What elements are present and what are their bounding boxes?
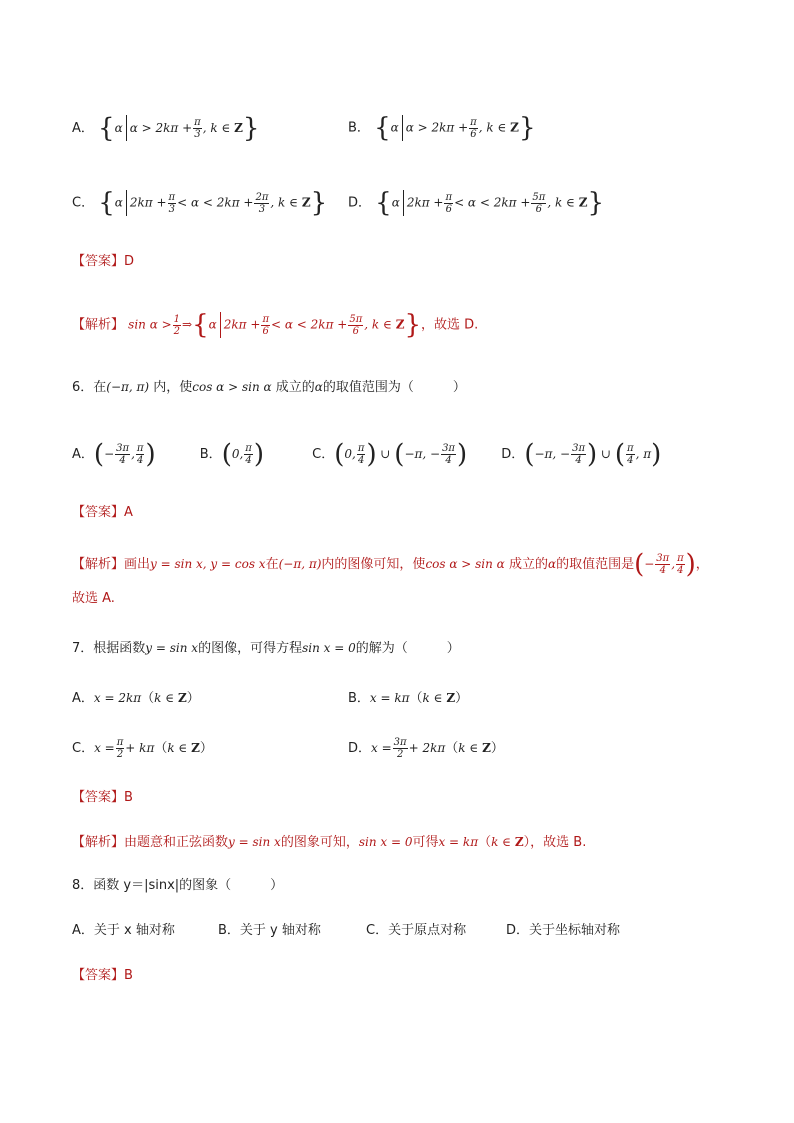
q7-option-b: B．x = kπ（k ∈ Z） (348, 691, 469, 706)
q6-option-a: A．(− $\frac{3\pi}{4}$ , $\frac{\pi}{4}$ ) (72, 439, 156, 470)
q6-option-b: B．(0, $\frac{\pi}{4}$ ) (199, 439, 265, 470)
q8-option-b: B．关于 y 轴对称 (218, 923, 321, 938)
q6-answer: 【答案】A (72, 505, 133, 520)
q7-analysis: 【解析】由题意和正弦函数y = sin x的图象可知，sin x = 0可得x = kπ（k ∈ Z），故选 B. (72, 835, 587, 850)
q6-stem: 6．在(−π, π) 内，使cos α > sin α 成立的α的取值范围为（ ） (72, 380, 466, 395)
q8-stem: 8．函数 y＝|sinx|的图象（ ） (72, 878, 284, 893)
q6-option-c: C．(0, $\frac{\pi}{4}$ ) ∪ (−π, − $\frac{3\pi}{4}$ ) (312, 439, 468, 470)
q8-option-c: C．关于原点对称 (366, 923, 467, 938)
q7-stem: 7．根据函数y = sin x的图像，可得方程sin x = 0的解为（ ） (72, 641, 460, 656)
q5-answer: 【答案】D (72, 254, 135, 269)
q7-option-c: C．x = $\frac{\pi}{2}$ + kπ（k ∈ Z） (72, 737, 213, 760)
q6-analysis: 【解析】画出y = sin x, y = cos x在(−π, π)内的图像可知，使cos α > sin α 成立的α的取值范围是(− $\frac{3\pi}{4}$ , $\frac{\pi}{4}$ )， (72, 549, 709, 580)
q5-options-ab (72, 115, 259, 141)
q5-option-d: D． {α 2kπ + $\frac{\pi}{6}$ < α < 2kπ + $\frac{5\pi}{6}$ , k ∈ Z} (348, 188, 605, 218)
q7-answer: 【答案】B (72, 790, 133, 805)
q5-option-b: B． {α α > 2kπ + $\frac{\pi}{6}$ , k ∈ Z} (348, 113, 536, 143)
q5-option-c: C． {α 2kπ + $\frac{\pi}{3}$ < α < 2kπ + $\frac{2\pi}{3}$ , k ∈ Z} (72, 188, 328, 218)
q8-answer: 【答案】B (72, 968, 133, 983)
q6-option-d: D．(−π, − $\frac{3\pi}{4}$ ) ∪ ( $\frac{\pi}{4}$ , π) (501, 439, 662, 470)
q5-analysis: 【解析】 sin α > $\frac{1}{2}$ ⇒{α 2kπ + $\frac{\pi}{6}$ < α < 2kπ + $\frac{5\pi}{6}$ , k ∈ Z}，故选 D. (72, 310, 479, 340)
q5-option-a: A． {α α > 2kπ + $\frac{\pi}{3}$ , k ∈ Z} (72, 113, 260, 143)
q6-options (72, 439, 662, 470)
q8-option-a: A．关于 x 轴对称 (72, 923, 175, 938)
q8-option-d: D．关于坐标轴对称 (506, 923, 621, 938)
q8-options (72, 921, 621, 941)
q6-analysis-line2: 故选 A. (72, 591, 115, 606)
q7-option-d: D．x = $\frac{3\pi}{2}$ + 2kπ（k ∈ Z） (348, 737, 504, 760)
q7-option-a: A．x = 2kπ（k ∈ Z） (72, 691, 200, 706)
